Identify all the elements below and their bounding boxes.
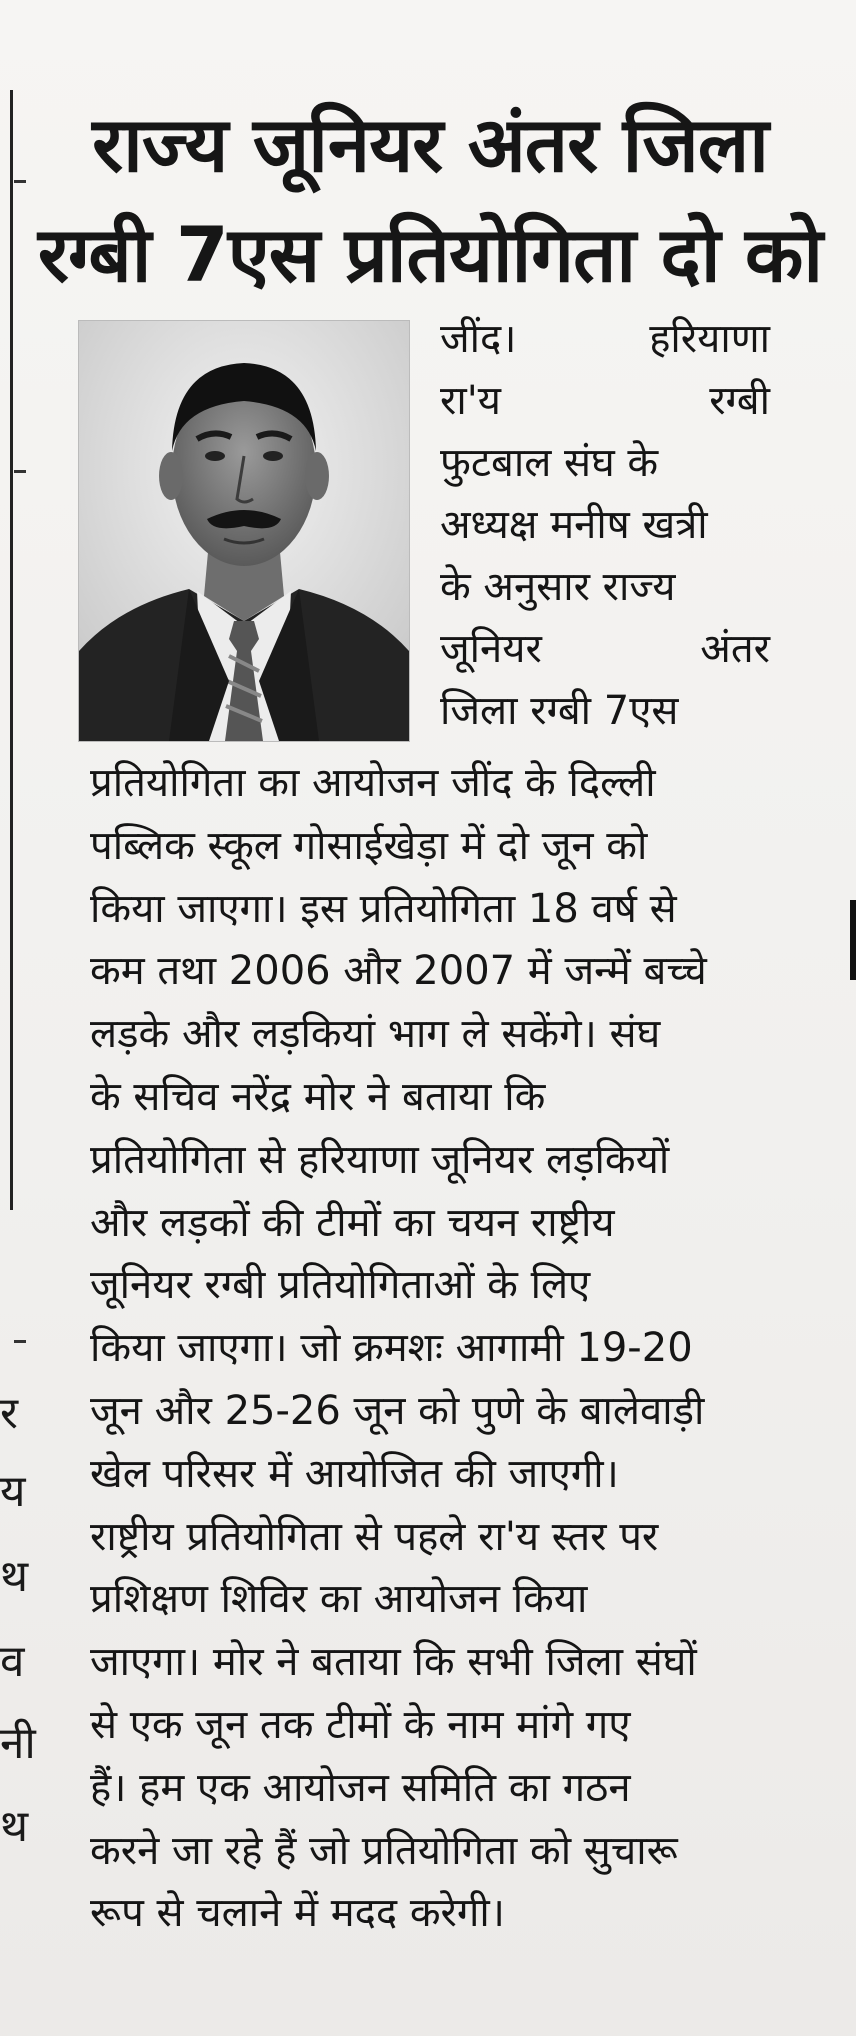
intro-line	[440, 556, 770, 618]
body-line: जूनियर रग्बी प्रतियोगिताओं के लिए	[90, 1262, 591, 1308]
column-rule-tick	[14, 180, 26, 183]
intro-word: अंतर	[700, 626, 770, 672]
body-line: किया जाएगा। इस प्रतियोगिता 18 वर्ष से	[90, 886, 677, 932]
body-line: और लड़कों की टीमों का चयन राष्ट्रीय	[90, 1200, 615, 1246]
body-line: जाएगा। मोर ने बताया कि सभी जिला संघों	[90, 1639, 697, 1685]
neighbor-char: र	[0, 1388, 18, 1439]
column-rule	[10, 90, 13, 1210]
intro-word: रग्बी	[709, 378, 770, 424]
body-line: हैं। हम एक आयोजन समिति का गठन	[90, 1765, 631, 1811]
column-rule-tick	[14, 1340, 26, 1343]
neighbor-char: थ	[0, 1801, 29, 1852]
intro-word: फुटबाल संघ के	[440, 440, 659, 486]
intro-line	[440, 618, 770, 680]
neighbor-char: व	[0, 1636, 25, 1687]
headline-line-2: रग्बी 7एस प्रतियोगिता दो को	[37, 210, 823, 299]
intro-word: जूनियर	[440, 626, 542, 672]
body-line: रूप से चलाने में मदद करेगी।	[90, 1890, 505, 1936]
body-line: जून और 25-26 जून को पुणे के बालेवाड़ी	[90, 1388, 705, 1434]
intro-line	[440, 680, 770, 742]
body-line: प्रतियोगिता का आयोजन जींद के दिल्ली	[90, 760, 656, 806]
neighbor-char: थ	[0, 1551, 29, 1602]
body-line: कम तथा 2006 और 2007 में जन्में बच्चे	[90, 948, 707, 994]
body-line: करने जा रहे हैं जो प्रतियोगिता को सुचारू	[90, 1828, 678, 1874]
intro-word: जिला रग्बी 7एस	[440, 688, 679, 734]
body-line: के सचिव नरेंद्र मोर ने बताया कि	[90, 1074, 546, 1120]
body-line: किया जाएगा। जो क्रमशः आगामी 19-20	[90, 1325, 693, 1371]
intro-word: हरियाणा	[649, 316, 770, 362]
body-line: खेल परिसर में आयोजित की जाएगी।	[90, 1451, 619, 1497]
body-line: लड़के और लड़कियां भाग ले सकेंगे। संघ	[90, 1011, 661, 1057]
intro-word: रा'य	[440, 378, 501, 424]
body-line: से एक जून तक टीमों के नाम मांगे गए	[90, 1702, 631, 1748]
intro-line	[440, 432, 770, 494]
intro-word: जींद।	[440, 316, 517, 362]
body-line: पब्लिक स्कूल गोसाईखेड़ा में दो जून को	[90, 823, 648, 869]
intro-line	[440, 494, 770, 556]
intro-line	[440, 308, 770, 370]
neighbor-column	[0, 0, 36, 2036]
intro-line	[440, 370, 770, 432]
neighbor-char: य	[0, 1466, 26, 1517]
headline-line-1: राज्य जूनियर अंतर जिला	[92, 100, 768, 189]
body-line: प्रतियोगिता से हरियाणा जूनियर लड़कियों	[90, 1137, 670, 1183]
body-line: राष्ट्रीय प्रतियोगिता से पहले रा'य स्तर पर	[90, 1514, 659, 1560]
column-rule-tick	[14, 470, 26, 473]
neighbor-char: नी	[0, 1718, 36, 1769]
portrait-image	[79, 321, 409, 741]
body-line: प्रशिक्षण शिविर का आयोजन किया	[90, 1576, 588, 1622]
intro-word: के अनुसार राज्य	[440, 564, 676, 610]
edge-mark	[850, 900, 856, 980]
intro-word: अध्यक्ष मनीष खत्री	[440, 502, 708, 548]
portrait-photo	[78, 320, 410, 742]
